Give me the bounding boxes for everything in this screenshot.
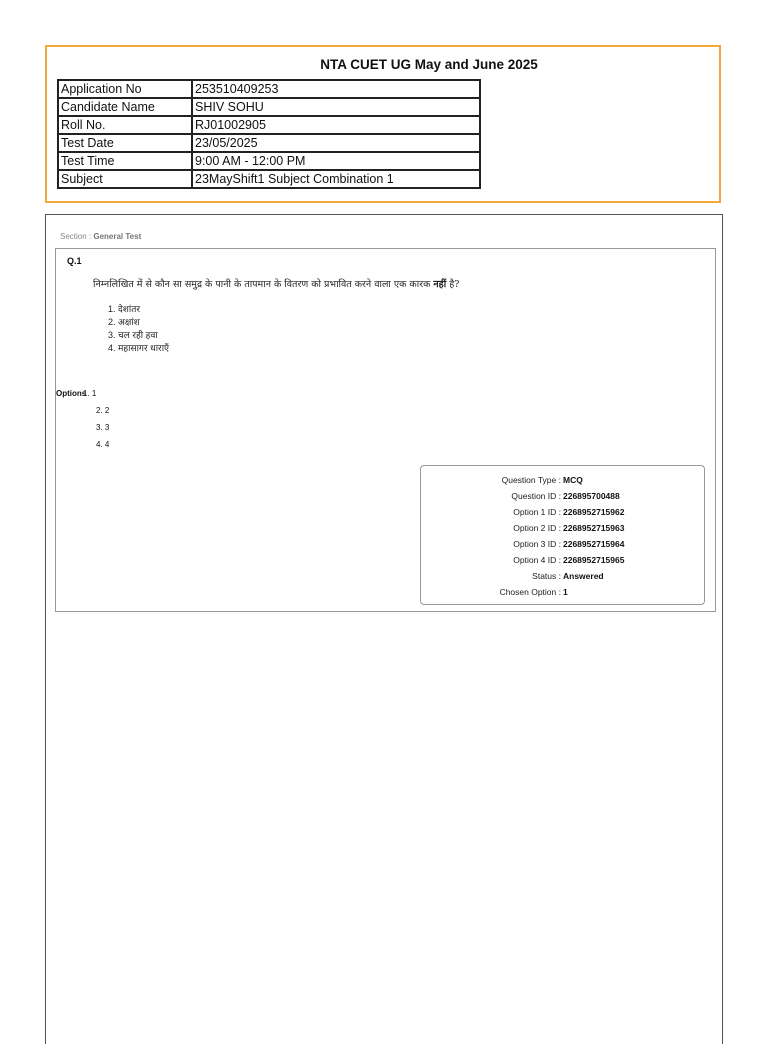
question-id-value: 226895700488 — [563, 491, 620, 501]
section-name: General Test — [93, 232, 142, 241]
meta-row — [421, 520, 704, 536]
list-item: 4. महासागर धाराएँ — [108, 343, 170, 353]
roll-no-value: RJ01002905 — [192, 116, 480, 134]
list-item: 1. देशांतर — [108, 304, 141, 314]
option-2-id-label: Option 2 ID : — [513, 523, 561, 533]
application-no-value: 253510409253 — [192, 80, 480, 98]
table-row — [58, 116, 480, 134]
option-4-id-value: 2268952715965 — [563, 555, 625, 565]
section-label — [60, 232, 141, 241]
candidate-name-label: Candidate Name — [58, 98, 192, 116]
meta-row — [421, 472, 704, 488]
option-3-id-value: 2268952715964 — [563, 539, 625, 549]
option-2-id-value: 2268952715963 — [563, 523, 625, 533]
test-time-label: Test Time — [58, 152, 192, 170]
option-3-id-label: Option 3 ID : — [513, 539, 561, 549]
test-date-label: Test Date — [58, 134, 192, 152]
options-label: Options — [56, 389, 87, 398]
option-1-id-value: 2268952715962 — [563, 507, 625, 517]
question-panel — [55, 248, 716, 612]
question-type-value: MCQ — [563, 475, 583, 485]
roll-no-label: Roll No. — [58, 116, 192, 134]
candidate-info-panel — [45, 45, 721, 203]
question-text — [93, 277, 459, 290]
chosen-option-value: 1 — [563, 587, 568, 597]
table-row — [58, 170, 480, 188]
candidate-info-table — [57, 79, 481, 189]
question-number: Q.1 — [67, 256, 82, 266]
table-row — [58, 80, 480, 98]
meta-row — [421, 568, 704, 584]
list-item: 2. 2 — [96, 406, 110, 415]
answer-choices — [108, 303, 169, 355]
question-id-label: Question ID : — [511, 491, 561, 501]
list-item: 4. 4 — [96, 440, 110, 449]
status-value: Answered — [563, 571, 604, 581]
chosen-option-label: Chosen Option : — [499, 587, 561, 597]
question-text-emphasis: नहीं — [433, 279, 447, 290]
test-time-value: 9:00 AM - 12:00 PM — [192, 152, 480, 170]
list-item: 1. 1 — [83, 389, 97, 398]
question-text-end: है? — [446, 279, 460, 290]
section-prefix: Section : — [60, 232, 94, 241]
question-meta-panel — [420, 465, 705, 605]
table-row — [58, 134, 480, 152]
question-text-start: निम्नलिखित में से कौन सा समुद्र के पानी के तापमान के वितरण को प्रभावित करने वाला एक कारक — [93, 279, 434, 290]
test-date-value: 23/05/2025 — [192, 134, 480, 152]
response-sheet-page — [45, 214, 723, 1044]
candidate-name-value: SHIV SOHU — [192, 98, 480, 116]
application-no-label: Application No — [58, 80, 192, 98]
exam-title: NTA CUET UG May and June 2025 — [320, 57, 538, 72]
option-1-id-label: Option 1 ID : — [513, 507, 561, 517]
meta-row — [421, 536, 704, 552]
question-type-label: Question Type : — [501, 475, 561, 485]
subject-label: Subject — [58, 170, 192, 188]
meta-row — [421, 504, 704, 520]
options-list — [83, 388, 109, 456]
meta-row — [421, 584, 704, 600]
option-4-id-label: Option 4 ID : — [513, 555, 561, 565]
subject-value: 23MayShift1 Subject Combination 1 — [192, 170, 480, 188]
list-item: 3. चल रही हवा — [108, 330, 158, 340]
table-row — [58, 152, 480, 170]
meta-row — [421, 552, 704, 568]
meta-row — [421, 488, 704, 504]
list-item: 2. अक्षांश — [108, 317, 140, 327]
status-label: Status : — [532, 571, 561, 581]
list-item: 3. 3 — [96, 423, 110, 432]
table-row — [58, 98, 480, 116]
